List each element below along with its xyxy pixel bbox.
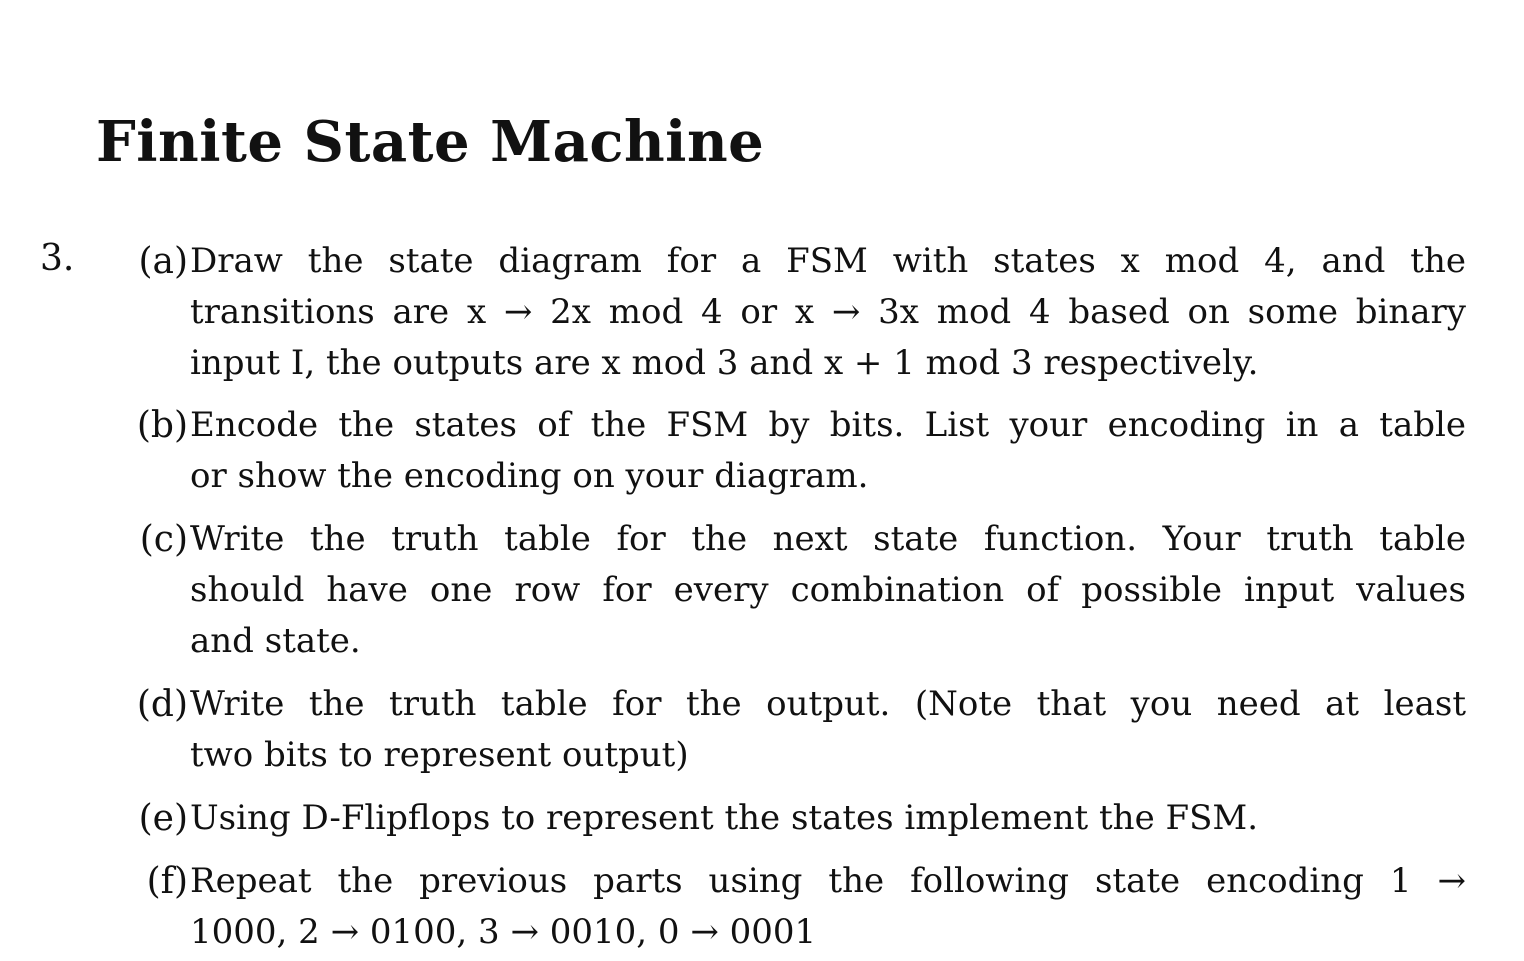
question-number: 3.	[40, 238, 75, 279]
text-line: 1000, 2 → 0100, 3 → 0010, 0 → 0001	[190, 912, 817, 952]
text-line: Write the truth table for the output. (Note that you need at least	[190, 684, 1466, 724]
page-title: Finite State Machine	[96, 109, 765, 175]
text-line: input I, the outputs are x mod 3 and x + 1 mod 3 respectively.	[190, 343, 1259, 383]
text-line: and state.	[190, 621, 361, 661]
text-line: Write the truth table for the next state function. Your truth table	[190, 519, 1466, 559]
text-line: Repeat the previous parts using the following state encoding 1 →	[190, 861, 1466, 901]
text-line: transitions are x → 2x mod 4 or x → 3x mod 4 based on some binary	[190, 292, 1466, 332]
text-line: two bits to represent output)	[190, 735, 689, 775]
text-line: Using D-Flipflops to represent the states implement the FSM.	[190, 798, 1258, 838]
part-text	[190, 236, 1466, 389]
text-line: should have one row for every combination of possible input values	[190, 570, 1466, 610]
part-label: (f)	[146, 861, 188, 902]
text-line: Encode the states of the FSM by bits. List your encoding in a table	[190, 405, 1466, 445]
part-label: (e)	[138, 798, 188, 839]
part-label: (b)	[136, 405, 188, 446]
text-line: Draw the state diagram for a FSM with states x mod 4, and the	[190, 241, 1466, 281]
part-text	[190, 514, 1466, 667]
part-text	[190, 400, 1466, 502]
part-text	[190, 856, 1466, 958]
part-text	[190, 793, 1466, 844]
part-label: (d)	[136, 684, 188, 725]
text-line: or show the encoding on your diagram.	[190, 456, 869, 496]
part-label: (c)	[139, 519, 188, 560]
part-text	[190, 679, 1466, 781]
part-label: (a)	[138, 241, 188, 282]
